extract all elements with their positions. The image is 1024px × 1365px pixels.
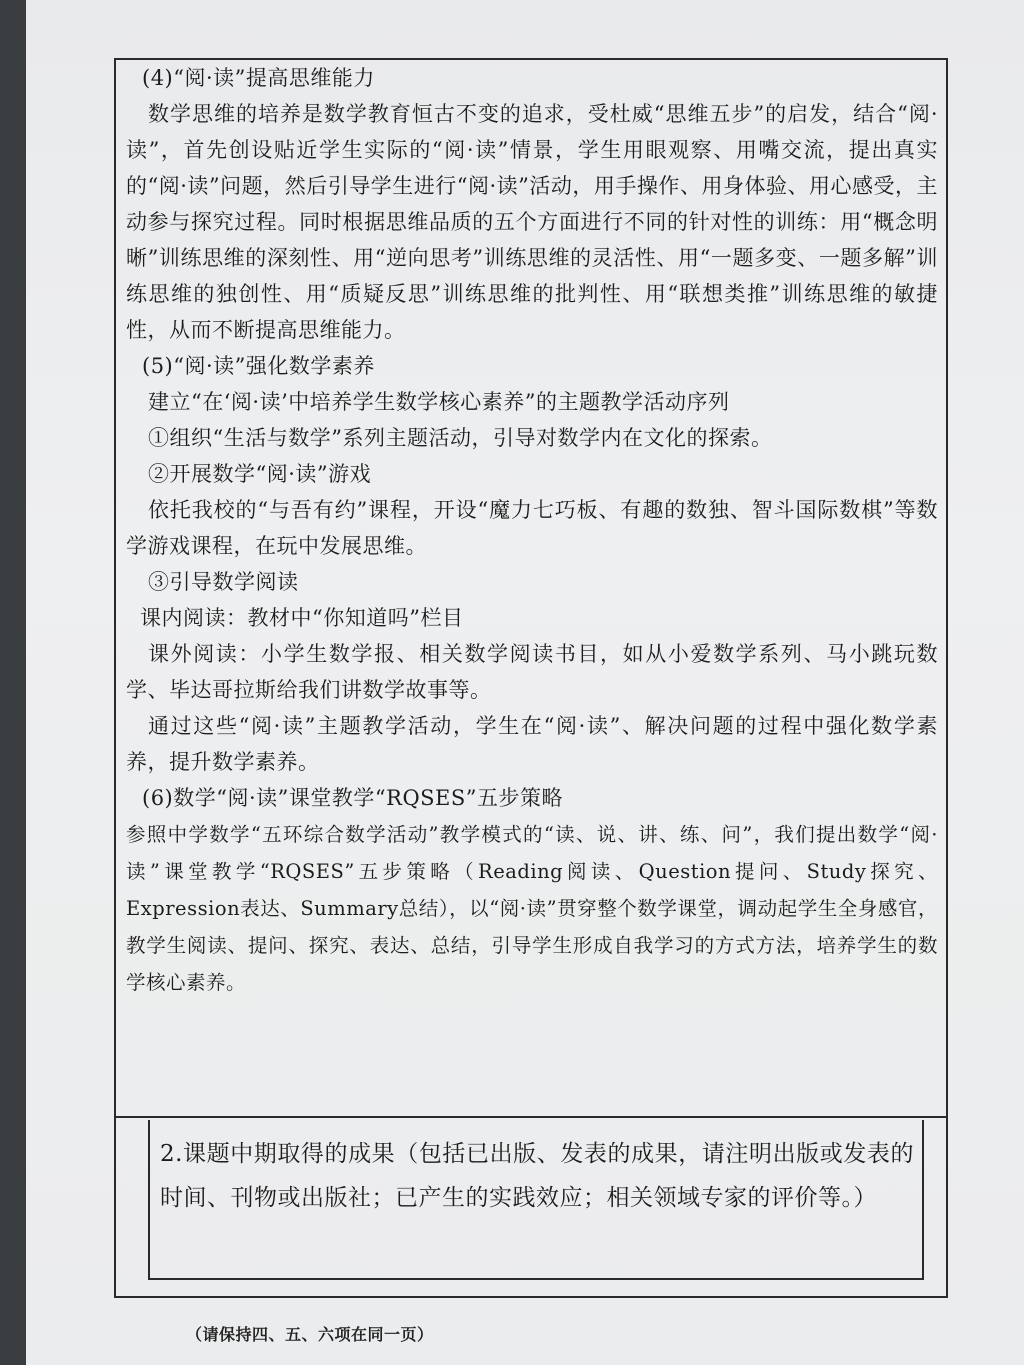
section-5-item-1: ①组织“生活与数学”系列主题活动，引导对数学内在文化的探索。: [148, 426, 773, 450]
document-page: [26, 0, 1024, 1365]
section-5-item-3-in-class: 课内阅读：教材中“你知道吗”栏目: [140, 606, 464, 630]
content-area: [126, 60, 938, 1001]
section-4-body: 数学思维的培养是数学教育恒古不变的追求，受杜威“思维五步”的启发，结合“阅·读”，首先创设贴近学生实际的“阅·读”情景，学生用眼观察、用嘴交流，提出真实的“阅·读”问题，然后引导学生进行“阅·读”活动，用手操作、用身体验、用心感受，主动参与探究过程。同时根据思维品质的五个方面进行不同的针对性的训练：用“概念明晰”训练思维的深刻性、用“逆向思考”训练思维的灵活性、用“一题多变、一题多解”训练思维的独创性、用“质疑反思”训练思维的批判性、用“联想类推”训练思维的敏捷性，从而不断提高思维能力。: [126, 102, 938, 342]
form-table: [114, 58, 948, 1298]
footer-note: （请保持四、五、六项在同一页）: [186, 1325, 434, 1344]
section-5-item-2: ②开展数学“阅·读”游戏: [148, 462, 372, 486]
section-2-box: [148, 1120, 924, 1280]
section-5-item-3-extra: 课外阅读：小学生数学报、相关数学阅读书目，如从小爱数学系列、马小跳玩数学、毕达哥拉斯给我们讲数学故事等。: [126, 642, 938, 702]
section-4-heading: (4)“阅·读”提高思维能力: [142, 66, 375, 90]
section-5-heading: (5)“阅·读”强化数学素养: [142, 354, 375, 378]
section-5-item-3: ③引导数学阅读: [148, 570, 299, 594]
table-divider: [116, 1116, 946, 1118]
section-6-heading: (6)数学“阅·读”课堂教学“RQSES”五步策略: [142, 786, 563, 810]
section-5-item-2-body: 依托我校的“与吾有约”课程，开设“魔力七巧板、有趣的数独、智斗国际数棋”等数学游戏课程，在玩中发展思维。: [126, 498, 938, 558]
section-5-summary: 通过这些“阅·读”主题教学活动，学生在“阅·读”、解决问题的过程中强化数学素养，提升数学素养。: [126, 714, 938, 774]
section-5-intro: 建立“在‘阅·读’中培养学生数学核心素养”的主题教学活动序列: [148, 390, 730, 414]
section-2-prompt: 2.课题中期取得的成果（包括已出版、发表的成果，请注明出版或发表的时间、刊物或出版社；已产生的实践效应；相关领域专家的评价等。）: [160, 1141, 914, 1211]
section-6-body: 参照中学数学“五环综合数学活动”教学模式的“读、说、讲、练、问”，我们提出数学“阅·读”课堂教学“RQSES”五步策略（Reading阅读、Question提问、Study探究、Expression表达、Summary总结），以“阅·读”贯穿整个数学课堂，调动起学生全身感官，教学生阅读、提问、探究、表达、总结，引导学生形成自我学习的方式方法，培养学生的数学核心素养。: [126, 823, 938, 994]
